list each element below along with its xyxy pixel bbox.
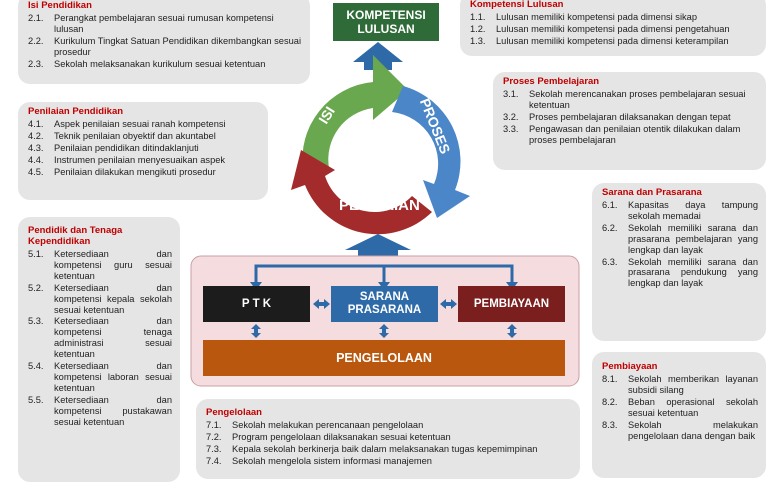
pembiayaan-label: PEMBIAYAAN [473, 298, 550, 310]
pengelolaan-title: Pengelolaan [206, 407, 262, 418]
list-item: 4.4. Instrumen penilaian menyesuaikan aspek [28, 154, 226, 165]
list-item: 3.2. Proses pembelajaran dilaksanakan dengan tepat [503, 111, 731, 122]
sarana-title: Sarana dan Prasarana [602, 187, 702, 198]
list-item: 7.1. Sekolah melakukan perencanaan pengelolaan [206, 420, 424, 430]
penilaian-label: PENILAIAN [339, 197, 420, 214]
sarana-list [602, 200, 758, 289]
list-item: 4.2. Teknik penilaian obyektif dan akuntabel [28, 130, 216, 141]
pembiayaan-info-box [592, 352, 766, 478]
proses-pembelajaran-title: Proses Pembelajaran [503, 76, 600, 87]
isi-label: ISI [315, 103, 338, 127]
proses-pembelajaran-list [503, 89, 758, 146]
list-item: 1.2. Lulusan memiliki kompetensi pada dimensi pengetahuan [470, 23, 730, 34]
proses-label: PROSES [416, 95, 454, 157]
list-item: 1.3. Lulusan memiliki kompetensi pada dimensi keterampilan [470, 35, 729, 46]
pendidik-box [18, 217, 180, 482]
isi-pendidikan-title: Isi Pendidikan [28, 0, 92, 11]
pendidik-title: Pendidik dan Tenaga Kependidikan [28, 225, 123, 247]
list-item: 2.2. Kurikulum Tingkat Satuan Pendidikan dikembangkan sesuai prosedur [28, 35, 302, 57]
list-item: 3.3. Pengawasan dan penilaian otentik dilakukan dalam proses pembelajaran [503, 123, 741, 145]
sarana-prasarana-label: SARANA PRASARANA [347, 291, 422, 316]
list-item: 5.4. Ketersediaan dan kompetensi laboran sesuai ketentuan [28, 361, 172, 393]
list-item: 6.3. Sekolah memiliki sarana dan prasarana pendukung yang lengkap dan layak [602, 256, 758, 289]
list-item: 4.3. Penilaian pendidikan ditindaklanjuti [28, 142, 199, 153]
list-item: 4.1. Aspek penilaian sesuai ranah kompetensi [28, 119, 226, 129]
pengelolaan-box [203, 340, 565, 376]
kompetensi-lulusan-list [470, 12, 758, 47]
proses-pembelajaran-box [493, 72, 766, 170]
list-item: 5.5. Ketersediaan dan kompetensi pustakawan sesuai ketentuan [28, 394, 172, 427]
up-arrow-bottom [345, 234, 411, 256]
list-item: 5.1. Ketersediaan dan kompetensi guru sesuai ketentuan [28, 249, 172, 281]
penilaian-arc [291, 150, 432, 234]
list-item: 2.3. Sekolah melaksanakan kurikulum sesuai ketentuan [28, 58, 266, 69]
penilaian-pendidikan-box [18, 102, 268, 200]
list-item: 7.4. Sekolah mengelola sistem informasi manajemen [206, 455, 432, 466]
kompetensi-lulusan-title: Kompetensi Lulusan [470, 0, 564, 10]
list-item: 8.1. Sekolah memberikan layanan subsidi silang [602, 374, 758, 395]
list-item: 6.1. Kapasitas daya tampung sekolah memadai [602, 200, 758, 221]
pendidik-list [28, 249, 172, 428]
pembiayaan-title: Pembiayaan [602, 361, 658, 372]
list-item: 7.3. Kepala sekolah berkinerja baik dalam melaksanakan tugas kepemimpinan [206, 443, 538, 454]
list-item: 5.3. Ketersediaan dan kompetensi tenaga administrasi sesuai ketentuan [28, 316, 172, 360]
list-item: 3.1. Sekolah merencanakan proses pembelajaran sesuai ketentuan [503, 89, 746, 110]
pengelolaan-list [206, 420, 572, 467]
list-item: 4.5. Penilaian dilakukan mengikuti prosedur [28, 166, 216, 177]
kompetensi-lulusan-info-box [460, 0, 766, 56]
list-item: 8.2. Beban operasional sekolah sesuai ketentuan [602, 396, 758, 418]
penilaian-pendidikan-title: Penilaian Pendidikan [28, 106, 124, 117]
isi-pendidikan-box [18, 0, 310, 84]
kompetensi-lulusan-label: KOMPETENSI LULUSAN [346, 8, 426, 36]
isi-pendidikan-list [28, 13, 302, 70]
pengelolaan-label: PENGELOLAAN [336, 351, 432, 365]
sarana-box [592, 183, 766, 341]
list-item: 2.1. Perangkat pembelajaran sesuai rumusan kompetensi lulusan [28, 13, 274, 34]
ptk-box [203, 286, 310, 322]
pembiayaan-box [458, 286, 565, 322]
sarana-prasarana-box [331, 286, 438, 322]
list-item: 7.2. Program pengelolaan dilaksanakan sesuai ketentuan [206, 431, 451, 442]
list-item: 8.3. Sekolah melakukan pengelolaan dana dengan baik [602, 419, 758, 441]
kompetensi-lulusan-box [333, 3, 439, 41]
pengelolaan-info-box [196, 399, 580, 479]
pembiayaan-list [602, 374, 758, 441]
penilaian-pendidikan-list [28, 119, 260, 178]
list-item: 5.2. Ketersediaan dan kompetensi kepala sekolah sesuai ketentuan [28, 282, 172, 315]
list-item: 6.2. Sekolah memiliki sarana dan prasarana pembelajaran yang lengkap dan layak [602, 222, 758, 255]
list-item: 1.1. Lulusan memiliki kompetensi pada dimensi sikap [470, 12, 698, 22]
ptk-label: P T K [241, 298, 272, 310]
